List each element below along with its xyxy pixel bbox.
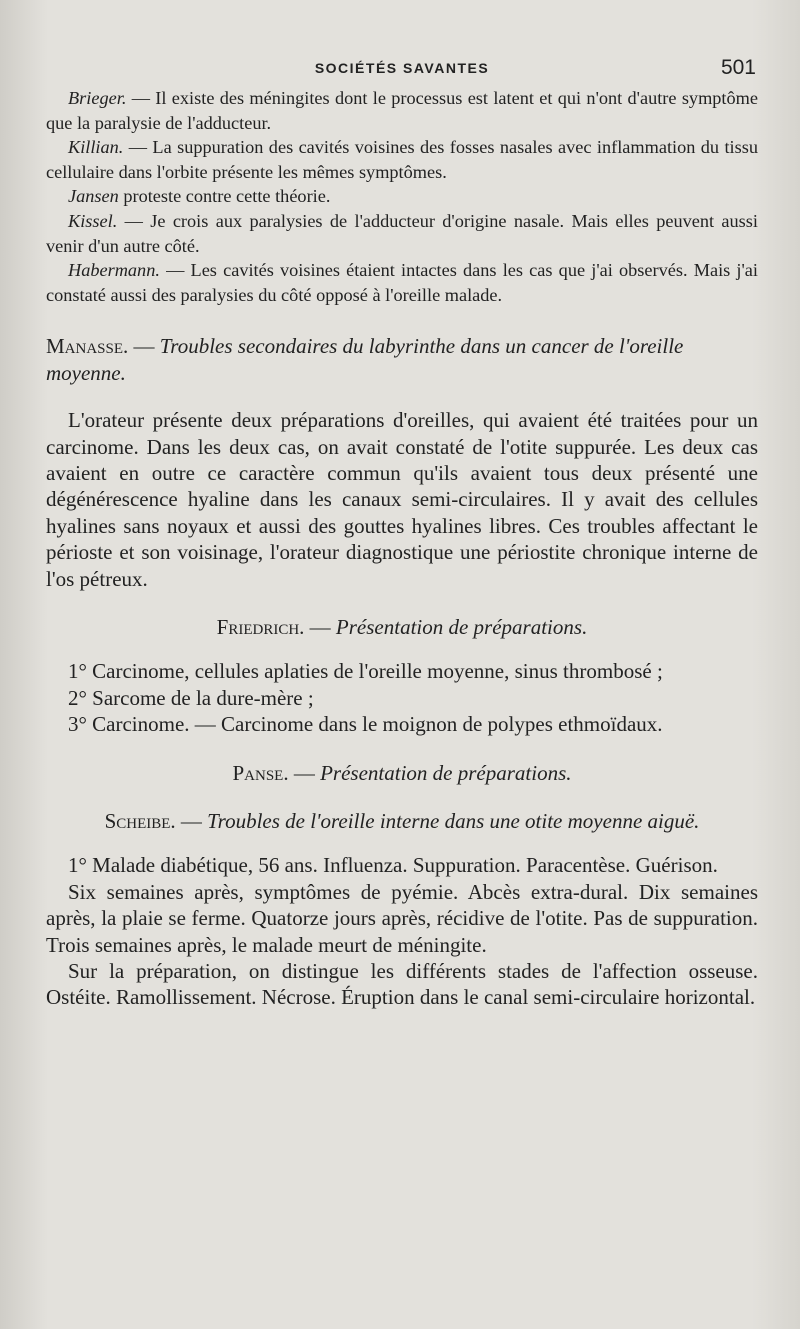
manasse-body: L'orateur présente deux préparations d'oreilles, qui avaient été traitées pour un carcinome. Dans les deux cas, on avait constaté de l'otite suppurée. Les deux cas avaient en outre ce caractère commun qu'ils avaient tous deux présenté une dégénérescence hyaline dans les canaux semi-circulaires. Il y avait des cellules hyalines sans noyaux et aussi des gouttes hyalines libres. Ces troubles affectant le périoste et son voisinage, l'orateur diagnostique une périostite chronique interne de l'os pétreux.: [46, 408, 758, 591]
friedrich-item: 2° Sarcome de la dure-mère ;: [68, 685, 314, 710]
title-separator: —: [175, 809, 208, 834]
speaker-text: — Il existe des méningites dont le processus est latent et qui n'ont d'autre symptôme que la paralysie de l'adducteur.: [46, 88, 758, 133]
discussion-habermann: [46, 258, 758, 307]
section-title-text: Présentation de préparations.: [320, 760, 572, 785]
friedrich-item: 3° Carcinome. — Carcinome dans le moignon de polypes ethmoïdaux.: [68, 712, 663, 737]
speaker-name: Jansen: [68, 186, 119, 207]
section-title-friedrich: [46, 614, 758, 640]
speaker-name: Brieger.: [68, 88, 127, 108]
author-name: Panse.: [232, 760, 289, 785]
speaker-name: Kissel.: [68, 210, 118, 231]
speaker-text: proteste contre cette théorie.: [118, 186, 331, 207]
title-separator: —: [288, 760, 321, 785]
discussion-jansen: [46, 184, 758, 209]
discussion-kissel: [46, 209, 758, 258]
title-separator: —: [304, 615, 336, 639]
scheibe-paragraph: Sur la préparation, on distingue les différents stades de l'affection osseuse. Ostéite. Ramollissement. Nécrose. Éruption dans le canal semi-circulaire horizontal.: [46, 959, 758, 1010]
discussion-block: [46, 86, 758, 307]
author-name: Friedrich.: [216, 615, 305, 639]
scheibe-section: [46, 808, 758, 1011]
section-title-text: Présentation de préparations.: [335, 615, 588, 639]
section-title-text: Troubles secondaires du labyrinthe dans un cancer de l'oreille moyenne.: [46, 334, 684, 385]
section-title-text: Troubles de l'oreille interne dans une otite moyenne aiguë.: [207, 809, 700, 834]
page-number: 501: [720, 56, 756, 79]
panse-section: [46, 760, 758, 786]
speaker-name: Habermann.: [68, 260, 160, 281]
discussion-brieger: [46, 86, 758, 135]
author-name: Scheibe.: [104, 809, 176, 834]
scheibe-paragraph: 1° Malade diabétique, 56 ans. Influenza. Suppuration. Paracentèse. Guérison.: [68, 853, 718, 878]
section-title-scheibe: [46, 808, 758, 834]
speaker-text: — La suppuration des cavités voisines des fosses nasales avec inflammation du tissu cellulaire dans l'orbite présente les mêmes symptômes.: [46, 137, 758, 182]
manasse-section: [46, 333, 758, 592]
title-separator: —: [128, 334, 160, 359]
section-title-manasse: [46, 333, 758, 386]
speaker-text: — Les cavités voisines étaient intactes dans les cas que j'ai observés. Mais j'ai constaté aussi des paralysies du côté opposé à l'oreille malade.: [46, 260, 758, 305]
friedrich-item: 1° Carcinome, cellules aplaties de l'oreille moyenne, sinus thrombosé ;: [68, 659, 663, 684]
speaker-text: — Je crois aux paralysies de l'adducteur d'origine nasale. Mais elles peuvent aussi venir d'un autre côté.: [46, 210, 758, 256]
scheibe-paragraph: Six semaines après, symptômes de pyémie. Abcès extra-dural. Dix semaines après, la plaie se ferme. Quatorze jours après, récidive de l'otite. Pas de suppuration. Trois semaines après, le malade meurt de méningite.: [46, 879, 758, 957]
page-header: [46, 52, 758, 86]
running-title: SOCIÉTÉS SAVANTES: [314, 60, 490, 76]
author-name: Manasse.: [46, 334, 129, 359]
friedrich-section: [46, 614, 758, 738]
speaker-name: Killian.: [68, 137, 124, 158]
section-title-panse: [46, 760, 758, 786]
discussion-killian: [46, 135, 758, 184]
